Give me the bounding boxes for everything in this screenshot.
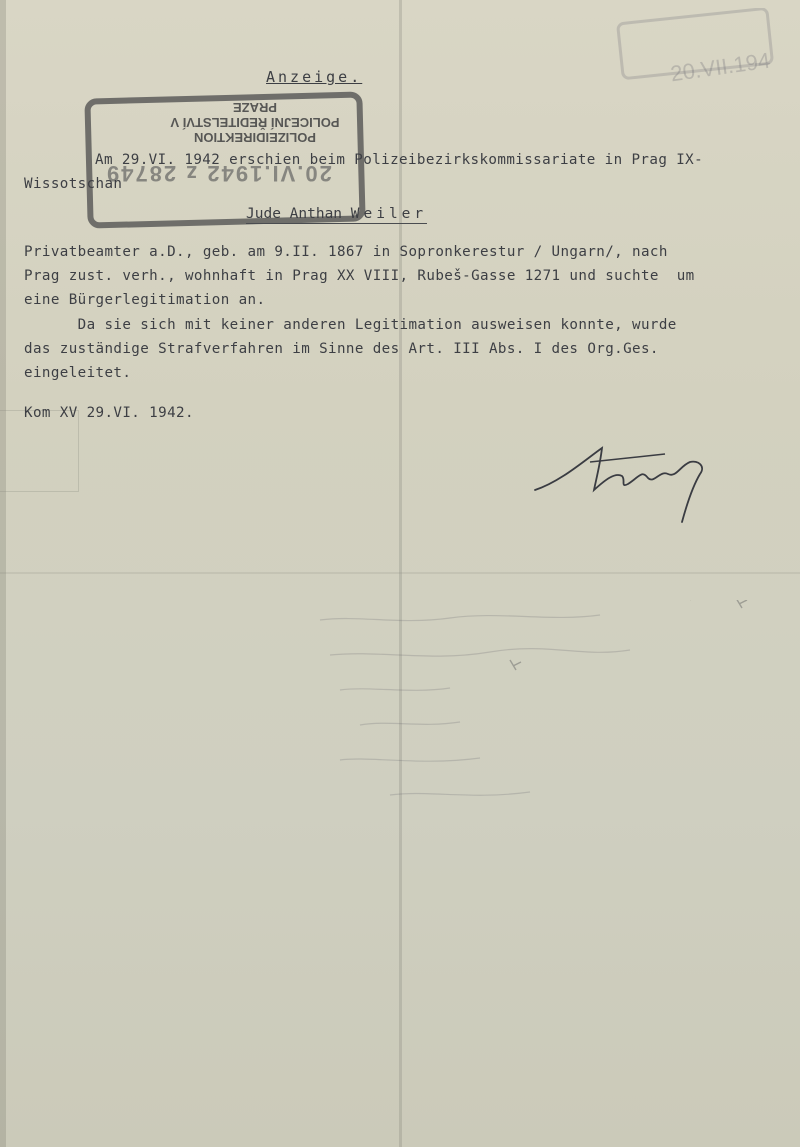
faint-mark — [0, 410, 79, 492]
stamp-line-2: POLICEJNÍ ŘEDITELSTVÍ V PRAZE — [170, 100, 340, 130]
stamp-date: 20.VI.1942 z 28749 — [105, 161, 332, 186]
person-name-first: Jude Anthan — [246, 206, 351, 222]
text-line-3: Privatbeamter a.D., geb. am 9.II. 1867 in Sopronkerestur / Ungarn/, nach — [24, 244, 668, 260]
bleed-through-handwriting — [300, 600, 760, 830]
text-line-7: das zuständige Strafverfahren im Sinne des Art. III Abs. I des Org.Ges. — [24, 341, 659, 357]
text-line-1: Am 29.VI. 1942 erschien beim Polizeibezirkskommissariate in Prag IX- — [95, 152, 704, 168]
text-line-4: Prag zust. verh., wohnhaft in Prag XX VIII, Rubeš-Gasse 1271 und suchte um — [24, 268, 695, 284]
police-stamp-text — [160, 100, 350, 145]
closing-line: Kom XV 29.VI. 1942. — [24, 405, 194, 421]
text-line-6: Da sie sich mit keiner anderen Legitimation ausweisen konnte, wurde — [24, 317, 677, 333]
svg-text:20.VII.194: 20.VII.194 — [668, 47, 772, 87]
handwritten-signature — [530, 440, 720, 530]
stamp-line-1: POLIZEIDIREKTION — [193, 130, 317, 145]
text-line-8: eingeleitet. — [24, 365, 132, 381]
paper-fold-horizontal — [0, 572, 800, 574]
text-line-5: eine Bürgerlegitimation an. — [24, 292, 266, 308]
person-name-last: Weiler — [350, 206, 428, 222]
person-name — [246, 206, 427, 224]
faded-stamp — [610, 8, 800, 88]
text-line-2: Wissotschan — [24, 176, 123, 192]
document-title: Anzeige. — [266, 68, 363, 86]
